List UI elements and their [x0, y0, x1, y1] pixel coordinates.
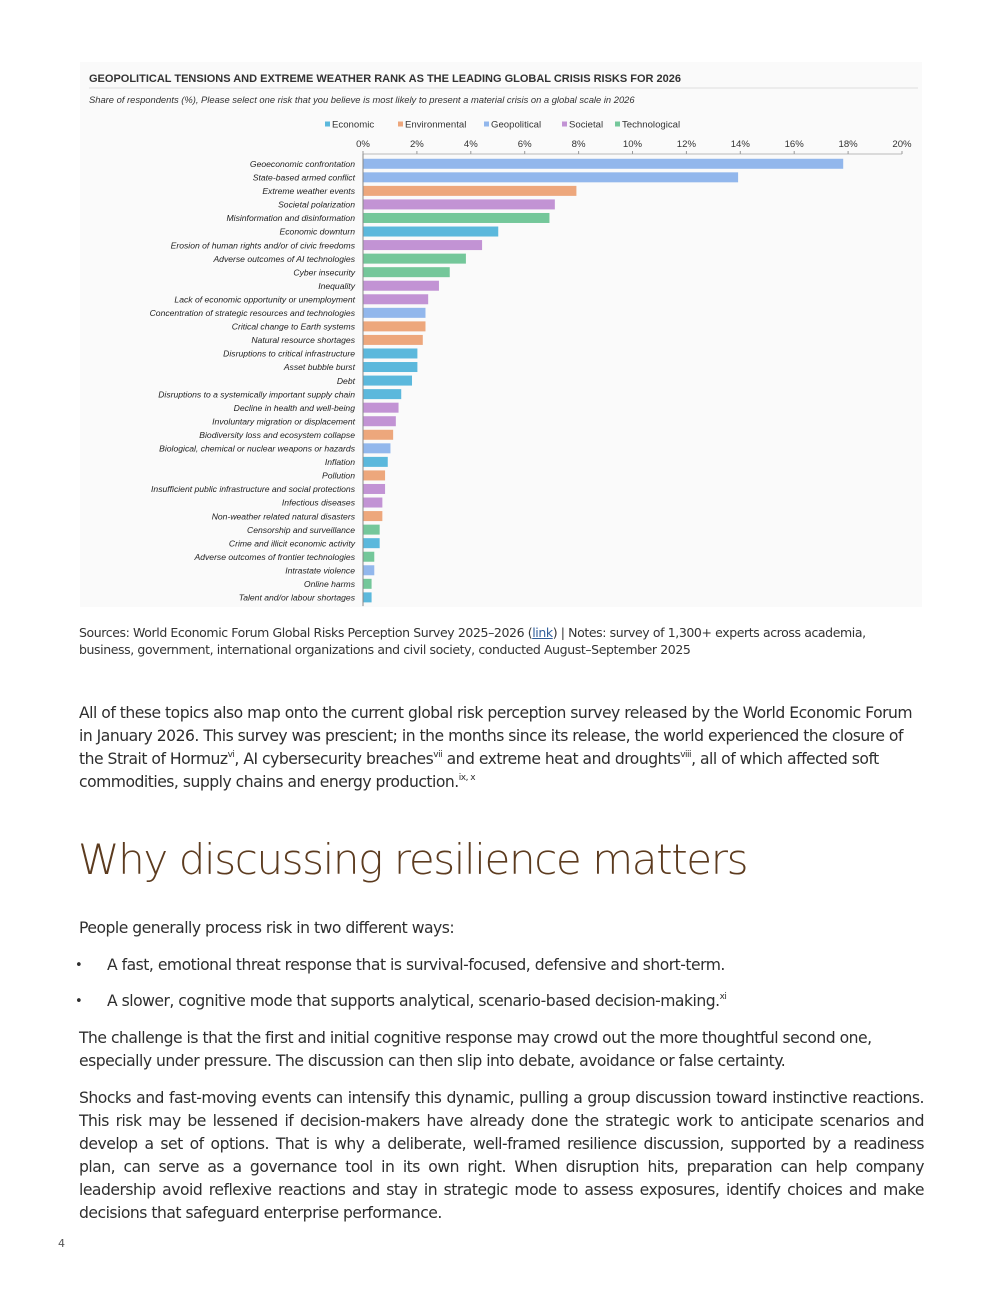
bar-erosion-of-human-rights-and-or-of-civic-freedoms	[364, 240, 483, 250]
bar-infectious-diseases	[364, 498, 383, 508]
x-tick-label: 2%	[409, 139, 424, 150]
category-label: Lack of economic opportunity or unemployment	[174, 294, 355, 305]
category-label: Disruptions to critical infrastructure	[223, 348, 355, 359]
bar-geoeconomic-confrontation	[364, 159, 844, 169]
legend-swatch-geopolitical	[484, 122, 489, 127]
para1-text-c: and extreme heat and droughts	[442, 750, 681, 768]
bar-extreme-weather-events	[364, 186, 577, 196]
category-label: Geoeconomic confrontation	[249, 158, 355, 169]
legend-swatch-environmental	[398, 122, 403, 127]
x-tick-label: 0%	[356, 139, 370, 150]
bullet-marker: •	[75, 958, 83, 973]
x-tick-label: 14%	[730, 139, 750, 150]
bar-asset-bubble-burst	[364, 362, 418, 372]
category-label: Inequality	[318, 280, 355, 291]
category-label: Pollution	[322, 470, 355, 481]
x-tick-label: 20%	[892, 139, 912, 150]
bar-societal-polarization	[364, 199, 555, 209]
category-label: Online harms	[303, 579, 355, 590]
source-suffix: ) | Notes: survey of 1,300+ experts across academia, business, government, international organizations and civil society, conducted August–September 2025	[79, 625, 866, 657]
bar-censorship-and-surveillance	[364, 525, 380, 535]
bullet-text-body: A slower, cognitive mode that supports analytical, scenario-based decision-making.	[107, 992, 720, 1010]
footnote-ref-ix-x: ix, x	[458, 773, 476, 783]
category-label: Biodiversity loss and ecosystem collapse	[199, 429, 355, 440]
source-link[interactable]: link	[532, 625, 553, 640]
paragraph-shocks: Shocks and fast-moving events can intensify this dynamic, pulling a group discussion toward instinctive reactions. This risk may be lessened if decision-makers have already done the strategic work to anticipate scenarios and develop a set of options. That is why a deliberate, well-framed resilience discussion, supported by a readiness plan, can serve as a governance tool in its own right. When disruption hits, preparation can help company leadership avoid reflexive reactions and stay in strategic mode to assess exposures, identify choices and make decisions that safeguard enterprise performance.	[79, 1089, 924, 1222]
bar-talent-and-or-labour-shortages	[364, 592, 372, 602]
category-label: Decline in health and well-being	[233, 402, 355, 413]
chart-legend	[325, 120, 680, 131]
category-label: Non-weather related natural disasters	[211, 511, 355, 522]
x-tick-label: 16%	[784, 139, 804, 150]
category-label: Biological, chemical or nuclear weapons or hazards	[159, 443, 355, 454]
x-tick-label: 18%	[838, 139, 858, 150]
category-label: Concentration of strategic resources and technologies	[149, 308, 355, 319]
category-labels	[150, 159, 356, 603]
footnote-ref-vii: vii	[433, 750, 443, 760]
legend-swatch-technological	[615, 122, 620, 127]
bar-inflation	[364, 457, 388, 467]
bar-misinformation-and-disinformation	[364, 213, 550, 223]
x-axis-ticks	[356, 139, 912, 154]
section-heading: Why discussing resilience matters	[78, 835, 748, 884]
bar-insufficient-public-infrastructure-and-social-protections	[364, 484, 386, 494]
intro-line: People generally process risk in two different ways:	[79, 919, 455, 937]
category-label: Societal polarization	[278, 199, 355, 210]
bullet-text	[107, 954, 725, 977]
footnote-ref-vi: vi	[227, 750, 235, 760]
chart-subtitle: Share of respondents (%), Please select one risk that you believe is most likely to present a material crisis on a global scale in 2026	[89, 94, 635, 105]
category-label: Economic downturn	[279, 226, 355, 237]
risk-chart	[80, 62, 922, 607]
category-label: Extreme weather events	[262, 186, 355, 197]
legend-label-environmental: Environmental	[405, 119, 467, 131]
bar-state-based-armed-conflict	[364, 172, 739, 182]
category-label: Disruptions to a systemically important supply chain	[158, 389, 355, 400]
bar-lack-of-economic-opportunity-or-unemployment	[364, 294, 429, 304]
category-label: State-based armed conflict	[252, 172, 355, 183]
bar-online-harms	[364, 579, 372, 589]
risk-chart-svg	[80, 62, 922, 607]
bar-natural-resource-shortages	[364, 335, 423, 345]
category-label: Cyber insecurity	[293, 267, 355, 278]
category-label: Crime and illicit economic activity	[228, 538, 355, 549]
bar-inequality	[364, 281, 439, 291]
category-label: Infectious diseases	[281, 497, 355, 508]
bullet-text-body: A fast, emotional threat response that is survival-focused, defensive and short-term.	[107, 956, 725, 974]
bar-disruptions-to-critical-infrastructure	[364, 348, 418, 358]
legend-label-societal: Societal	[569, 119, 604, 131]
para1-text-d: , all of which affected soft commodities, supply chains and energy production.	[79, 750, 879, 791]
bar-involuntary-migration-or-displacement	[364, 416, 396, 426]
source-note	[79, 624, 924, 658]
bar-intrastate-violence	[364, 565, 375, 575]
category-label: Intrastate violence	[285, 565, 355, 576]
bar-crime-and-illicit-economic-activity	[364, 538, 380, 548]
page-number: 4	[58, 1237, 65, 1250]
category-label: Misinformation and disinformation	[226, 213, 355, 224]
category-label: Adverse outcomes of frontier technologies	[194, 551, 355, 562]
bullet-text	[107, 990, 726, 1013]
bar-concentration-of-strategic-resources-and-technologies	[364, 308, 426, 318]
para1-text-a: All of these topics also map onto the current global risk perception survey released by the World Economic Forum in January 2026. This survey was prescient; in the months since its release, the world experienced the closure of the Strait of Hormuz	[79, 704, 913, 768]
bar-biological-chemical-or-nuclear-weapons-or-hazards	[364, 443, 391, 453]
category-label: Insufficient public infrastructure and social protections	[151, 484, 355, 495]
bar-pollution	[364, 470, 386, 480]
chart-title: GEOPOLITICAL TENSIONS AND EXTREME WEATHER RANK AS THE LEADING GLOBAL CRISIS RISKS FOR 2026	[89, 73, 682, 85]
bar-disruptions-to-a-systemically-important-supply-chain	[364, 389, 402, 399]
footnote-ref-xi: xi	[719, 992, 727, 1002]
footnote-ref-viii: viii	[680, 750, 692, 760]
category-label: Talent and/or labour shortages	[238, 592, 355, 603]
legend-label-economic: Economic	[332, 119, 375, 131]
paragraph-risk-survey	[79, 702, 924, 794]
bullet-marker: •	[75, 994, 83, 1009]
bar-adverse-outcomes-of-frontier-technologies	[364, 552, 375, 562]
category-label: Asset bubble burst	[283, 362, 355, 373]
bar-debt	[364, 376, 413, 386]
bar-adverse-outcomes-of-ai-technologies	[364, 254, 466, 264]
category-label: Debt	[336, 375, 355, 386]
category-label: Erosion of human rights and/or of civic freedoms	[170, 240, 355, 251]
bar-biodiversity-loss-and-ecosystem-collapse	[364, 430, 394, 440]
x-tick-label: 10%	[622, 139, 643, 150]
bar-non-weather-related-natural-disasters	[364, 511, 383, 521]
bar-cyber-insecurity	[364, 267, 450, 277]
bar-critical-change-to-earth-systems	[364, 321, 426, 331]
legend-swatch-societal	[562, 122, 567, 127]
category-label: Natural resource shortages	[251, 335, 355, 346]
paragraph-challenge: The challenge is that the first and initial cognitive response may crowd out the more thoughtful second one, especially under pressure. The discussion can then slip into debate, avoidance or false certainty.	[79, 1029, 872, 1070]
legend-swatch-economic	[325, 122, 330, 127]
x-tick-label: 6%	[517, 139, 532, 150]
category-label: Critical change to Earth systems	[231, 321, 355, 332]
para1-text-b: , AI cybersecurity breaches	[234, 750, 434, 768]
x-tick-label: 4%	[463, 139, 478, 150]
category-label: Censorship and surveillance	[247, 524, 355, 535]
legend-label-technological: Technological	[622, 119, 681, 131]
x-tick-label: 8%	[571, 139, 586, 150]
bar-decline-in-health-and-well-being	[364, 403, 399, 413]
category-label: Adverse outcomes of AI technologies	[213, 253, 355, 264]
source-prefix: Sources: World Economic Forum Global Risks Perception Survey 2025–2026 (	[79, 625, 533, 640]
x-tick-label: 12%	[676, 139, 697, 150]
bar-economic-downturn	[364, 227, 499, 237]
category-label: Involuntary migration or displacement	[212, 416, 355, 427]
category-label: Inflation	[324, 457, 355, 468]
bars	[364, 159, 844, 603]
legend-label-geopolitical: Geopolitical	[491, 119, 542, 131]
